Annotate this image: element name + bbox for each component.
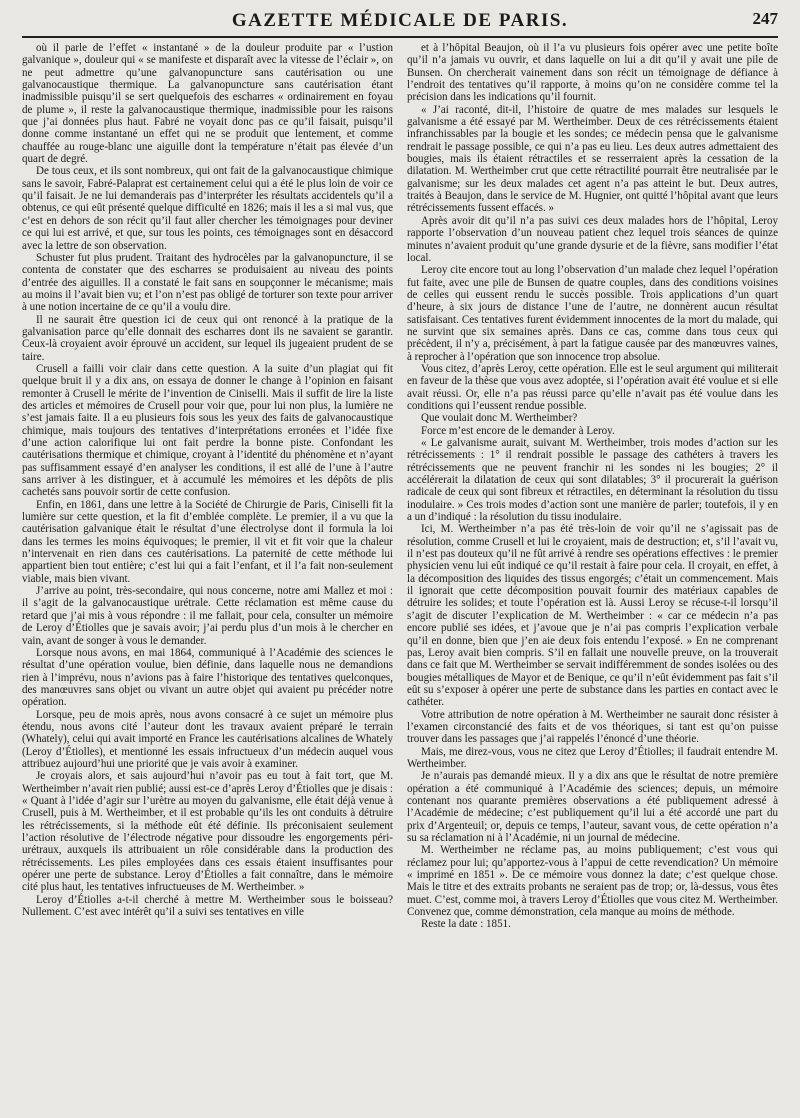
- paragraph: Ici, M. Wertheimber n’a pas été très-loin de voir qu’il ne s’agissait pas de résolution, comme Crusell et lui le croyaient, mais de destruction; et, s’il l’avait vu, il n’est pas douteux qu’il ne fût arrivé à rendre ses opérations effectives : le premier physicien venu lui eût indiqué ce qu’il restait à faire pour cela. Il croyait, en effet, à la décomposition des liquides des tissus engorgés; c’était un commencement. Mais il ignorait que cette décomposition pouvait fournir des matériaux capables de détruire les solides; et toute l’opération est là. Aussi Leroy se récuse-t-il lorsqu’il s’agit de discuter l’explication de M. Wertheimber : « car ce médecin n’a pas encore publié ses idées, et j’avoue que je n’ai pas compris l’explication verbale qu’il en donne, bien que j’en aie deux fois entendu l’exposé. » En ne comprenant pas, Leroy avait bien compris. S’il en fallait une nouvelle preuve, on la trouverait dans ce fait que M. Wertheimber se servait indifféremment de sondes isolées ou des bougies métalliques de Mayor et de Benique, ce qu’il n’eût évidemment pas fait s’il eût su s’exposer à opérer une perte de substance dans les parties en contact avec le cathéter.: [407, 523, 778, 709]
- left-column: [22, 42, 393, 931]
- paragraph: Je n’aurais pas demandé mieux. Il y a dix ans que le résultat de notre première opération a été communiqué à l’Académie des sciences; depuis, un mémoire contenant nos quarante premières observations a été publiquement adressé à l’Académie de médecine; c’est publiquement qu’il lui a été accordé une part du prix d’Argenteuil; or, depuis ce temps, l’auteur, savant vous, de cette opération n’a su sa réclamation ni à l’Académie, ni un journal de médecine.: [407, 770, 778, 844]
- paragraph: De tous ceux, et ils sont nombreux, qui ont fait de la galvanocaustique chimique sans le savoir, Fabré-Palaprat est certainement celui qui a été le plus loin de voir ce qu’il faisait. Je ne lui demanderais pas d’interpréter les résultats accidentels qu’il a obtenus, ce qui eût présenté quelque difficulté en 1826; mais il les a si mal vus, que c’est en dehors de son récit qu’il faut aller chercher les témoignages pour deviner ce qui lui est arrivé, et que, sur tous les points, ces témoignages sont en désaccord avec la lettre de son observation.: [22, 165, 393, 252]
- paragraph: où il parle de l’effet « instantané » de la douleur produite par « l’ustion galvanique », douleur qui « se manifeste et disparaît avec la vitesse de l’éclair », on ne peut admettre qu’une galvanopuncture sans cautérisation ou une galvanocaustique thermique. La galvanopuncture sans cautérisation étant inadmissible puisqu’il se sert quelquefois des escharres « ordinairement en foyau de plume », il reste la galvanocaustique thermique, inadmissible pour les raisons que j’ai données plus haut. Fabré ne voyait donc pas ce qu’il faisait, puisqu’il donne comme instantané un effet qui ne se produit que lentement, et comme chauffée au rouge-blanc une aiguille dont la température n’était pas élevée d’un quart de degré.: [22, 42, 393, 166]
- page-header: [22, 6, 778, 38]
- paragraph: Reste la date : 1851.: [421, 918, 511, 931]
- paragraph: Mais, me direz-vous, vous ne citez que Leroy d’Étiolles; il faudrait entendre M. Wertheimber.: [407, 745, 778, 770]
- page-number: 247: [752, 9, 778, 28]
- paragraph: J’arrive au point, très-secondaire, qui nous concerne, notre ami Mallez et moi : il s’agit de la galvanocaustique urétrale. Cette réclamation est même cause du retard que j’ai mis à vous répondre : il me fallait, pour cela, consulter un mémoire de Leroy d’Étiolles que je savais avoir; j’ai perdu plus d’un mois à le chercher en vain, avant de songer à vous le demander.: [22, 585, 393, 647]
- paragraph: Lorsque nous avons, en mai 1864, communiqué à l’Académie des sciences le résultat d’une opération voulue, bien définie, dans laquelle nous ne demandions rien à l’imprévu, nous n’avions pas à faire l’historique des tentatives quelconques, des manœuvres sans objet ou vivant un autre objet qui avaient pu précéder notre opération.: [22, 646, 393, 709]
- paragraph: M. Wertheimber ne réclame pas, au moins publiquement; c’est vous qui réclamez pour lui; qu’apportez-vous à l’appui de cette revendication? Un mémoire « imprimé en 1851 ». De ce mémoire vous donnez la date; c’est quelque chose. Mais le titre et des extraits probants ne seraient pas de trop; or, là-dessus, vous êtes muet. C’est, comme moi, à travers Leroy d’Étiolles que vous citez M. Wertheimber. Convenez que, comme démonstration, cela manque au moins de méthode.: [407, 844, 778, 919]
- paragraph: Schuster fut plus prudent. Traitant des hydrocèles par la galvanopuncture, il se contenta de constater que des escharres se produisaient au niveau des points d’entrée des aiguilles. Il a constaté le fait sans en soupçonner le mécanisme; mais au moins il l’avait bien vu; et l’on n’est pas obligé de torturer son texte pour arriver à une notion incertaine de ce qu’il a voulu dire.: [22, 251, 393, 314]
- paragraph: Lorsque, peu de mois après, nous avons consacré à ce sujet un mémoire plus étendu, nous avons cité l’auteur dont les travaux avaient préparé le terrain (Whately), celui qui avait importé en France les cautérisations alcalines de Whately (Leroy d’Étiolles), et mentionné les essais infructueux d’un médecin auquel vous attribuez aujourd’hui une priorité que je vais avoir à examiner.: [22, 708, 393, 770]
- journal-title: GAZETTE MÉDICALE DE PARIS.: [231, 10, 569, 31]
- paragraph: Crusell a failli voir clair dans cette question. A la suite d’un plagiat qui fit quelque bruit il y a dix ans, on essaya de donner le change à l’opinion en faisant remonter à Crusell le mérite de l’invention de Ciniselli. Mais il suffit de lire la liste des articles et mémoires de Crusell pour voir que, pour lui non plus, la lumière ne s’est jamais faite. Il a eu plusieurs fois sous les yeux des faits de galvanocaustique chimique, mais toujours des tentatives d’interprétations erronées et l’idée fixe d’une action calorifique lui ont fait perdre la bonne piste. Confondant les cautérisations thermique et chimique, croyant à l’identité du phénomène et n’ayant pas suffisamment essayé d’en analyser les conditions, il est allé de l’une à l’autre sans arriver à les distinguer, et à accumulé les mémoires et les dépôts de plis cachetés sans pouvoir sortir de cette confusion.: [22, 362, 393, 499]
- right-column: [407, 42, 778, 931]
- paragraph: Après avoir dit qu’il n’a pas suivi ces deux malades hors de l’hôpital, Leroy rapporte l’observation d’un nouveau patient chez lequel trois séances de quinze minutes n’avaient produit qu’une grande dysurie et de la fièvre, sans modifier l’état local.: [407, 214, 778, 264]
- text-columns: [22, 42, 778, 931]
- paragraph: Je croyais alors, et sais aujourd’hui n’avoir pas eu tout à fait tort, que M. Wertheimber n’avait rien publié; aussi est-ce d’après Leroy d’Étiolles que je disais : « Quant à l’idée d’agir sur l’urètre au moyen du galvanisme, elle était déjà venue à Crusell, puis à M. Wertheimber, et il est probable qu’ils les ont conduits à détruire les rétrécissements, si la méthode eût été définie. Ils préconisaient seulement l’action résolutive de l’électrode négative pour dissoudre les engorgements péri-urétraux, auxquels ils attribuaient un rôle considérable dans la production des rétrécissements. Les piles employées dans ces essais étaient insuffisantes pour opérer une perte de substance. Leroy d’Étiolles a fait connaître, dans le mémoire cité plus haut, les tentatives infructueuses de M. Wertheimber. »: [22, 770, 393, 894]
- paragraph: Leroy d’Étiolles a-t-il cherché à mettre M. Wertheimber sous le boisseau? Nullement. C’est avec intérêt qu’il a suivi ses tentatives en ville: [22, 893, 393, 919]
- paragraph: Votre attribution de notre opération à M. Wertheimber ne saurait donc résister à l’examen circonstancié des faits et de vos théoriques, si tant est qu’on puisse trouver dans les passages que j’ai rappelés l’énoncé d’une théorie.: [407, 708, 778, 746]
- paragraph: et à l’hôpital Beaujon, où il l’a vu plusieurs fois opérer avec une petite boîte qu’il n’a jamais vu ouvrir, et dans laquelle on lui a dit qu’il y avait une pile de Bunsen. On chercherait vainement dans son récit un témoignage de défiance à l’endroit des tentatives qu’il rapporte, à moins qu’on ne considère comme tel la précision dans les indications qu’il fournit.: [407, 42, 778, 104]
- paragraph: Vous citez, d’après Leroy, cette opération. Elle est le seul argument qui militerait en faveur de la thèse que vous avez adoptée, si l’opération avait été voulue et si elle avait réussi. Or, elle n’a pas réussi parce qu’elle n’avait pas été voulue dans les conditions qui l’eussent rendue possible.: [407, 362, 778, 412]
- paragraph: « J’ai raconté, dit-il, l’histoire de quatre de mes malades sur lesquels le galvanisme a été essayé par M. Wertheimber. Deux de ces rétrécissements étaient infranchissables par la bougie et les sondes; ce médecin pensa que le galvanisme rendrait le passage possible, ce qui n’a pas eu lieu. Les deux autres admettaient des bougies, mais ils étaient rétractiles et se resserraient après la cessation de la dilatation. M. Wertheimber crut que cette rétractilité pourrait être neutralisée par le galvanisme; sur les deux malades cet agent n’a pas atteint le but. Deux autres, traités à Beaujon, dans le service de M. Hugnier, ont quitté l’hôpital avant que leurs rétrécissements fussent effacés. »: [407, 103, 778, 215]
- paragraph: Leroy cite encore tout au long l’observation d’un malade chez lequel l’opération fut faite, avec une pile de Bunsen de quatre couples, dans des conditions voisines de celles qui eussent rendu le succès possible. Trois applications d’un quart d’heure, à six jours de distance l’une de l’autre, ne donnèrent aucun résultat satisfaisant. Ces tentatives furent évidemment innocentes de la mort du malade, qui ne survint que six semaines après. Dans ce cas, comme dans tous ceux qui précèdent, il n’y a, précisément, à part la fatigue causée par des manœuvres vaines, à reprocher à l’opération que son innocence trop absolue.: [407, 264, 778, 363]
- paragraph: Enfin, en 1861, dans une lettre à la Société de Chirurgie de Paris, Ciniselli fit la lumière sur cette question, et la fit d’emblée complète. Le premier, il a vu que la cautérisation galvanique était le résultat d’une électrolyse dont il formula la loi dans les termes les moins équivoques; le premier, il vit et fit voir que la chaleur n’intervenait en rien dans ces cautérisations. La paternité de cette méthode lui appartient bien tout entière; c’est lui qui a fait l’enfant, et il l’a fait non-seulement viable, mais bien vivant.: [22, 498, 393, 585]
- paragraph: Il ne saurait être question ici de ceux qui ont renoncé à la pratique de la galvanisation parce qu’elle donnait des escharres dont ils ne savaient se garantir. Ceux-là croyaient avoir éprouvé un accident, sur lequel ils jugeaient prudent de se taire.: [22, 313, 393, 363]
- paragraph: Force m’est encore de le demander à Leroy.: [421, 424, 615, 437]
- paragraph: Que voulait donc M. Wertheimber?: [421, 412, 578, 425]
- paragraph: « Le galvanisme aurait, suivant M. Wertheimber, trois modes d’action sur les rétrécissements : 1° il rendrait possible le passage des cathéters à travers les rétrécissements que ne peuvent franchir ni les sondes ni les bougies; 2° il accélérerait la dilatation de ceux qui sont dilatables; 3° il procurerait la guérison radicale de ceux qui sont fibreux et rétractiles, en déterminant la résolution du tissu inodulaire. » Ces trois modes d’action sont une manière de parler; toutefois, il y en a un d’indiqué : la résolution du tissu inodulaire.: [407, 437, 778, 524]
